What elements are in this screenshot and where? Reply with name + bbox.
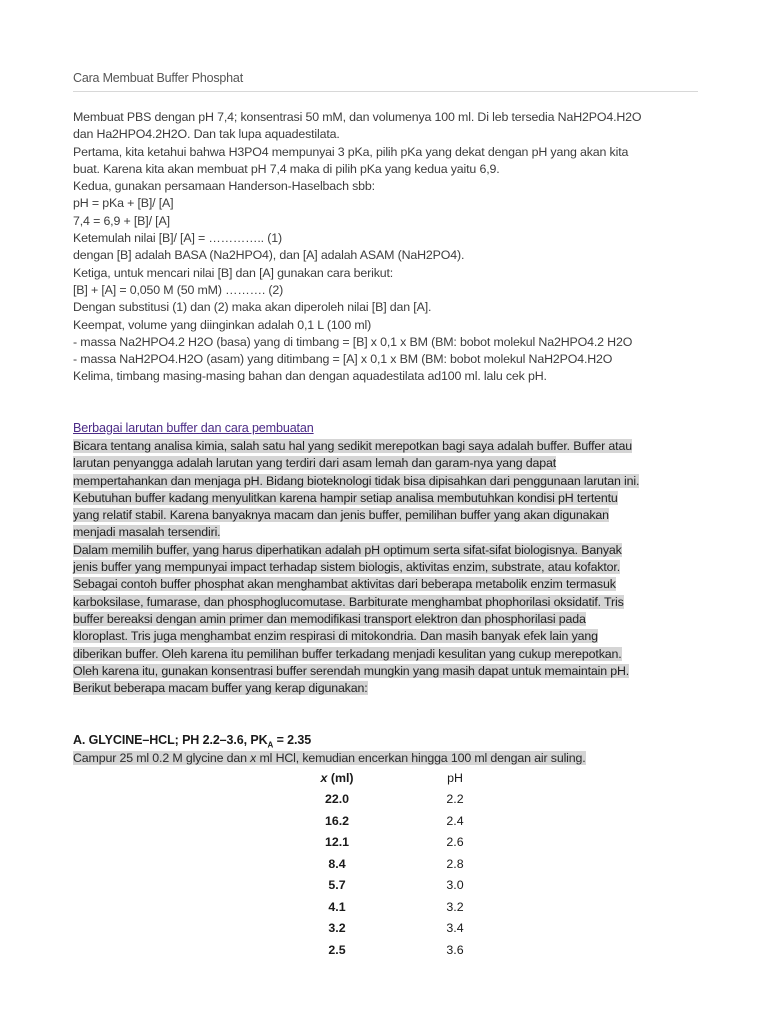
ph-cell: 3.0 (446, 878, 464, 893)
highlight-text: karboksilase, fumarase, dan phosphoglucomutase. Barbiturate menghambat phophorilasi oksidatif. Tris (73, 594, 624, 609)
ph-cell: 2.4 (446, 813, 464, 828)
highlighted-line (73, 438, 698, 455)
text-line: Kelima, timbang masing-masing bahan dan dengan aquadestilata ad100 ml. lalu cek pH. (73, 369, 547, 384)
text-line: Pertama, kita ketahui bahwa H3PO4 mempunyai 3 pKa, pilih pKa yang dekat dengan pH yang akan kita (73, 144, 629, 159)
highlight-text: Bicara tentang analisa kimia, salah satu hal yang sedikit merepotkan bagi saya adalah buffer. Buffer atau (73, 439, 632, 453)
highlight-text: Sebagai contoh buffer phosphat akan menghambat aktivitas dari beberapa metabolik enzim termasuk (73, 577, 616, 592)
x-cell: 12.1 (324, 835, 350, 850)
table-row (311, 810, 495, 832)
desc-variable: x (250, 751, 257, 765)
x-cell: 5.7 (328, 878, 346, 893)
text-line: Ketemulah nilai [B]/ [A] = ………….. (1) (73, 231, 282, 246)
ph-cell: 3.2 (446, 899, 464, 914)
highlighted-line (73, 524, 698, 541)
text-line: pH = pKa + [B]/ [A] (73, 196, 174, 211)
text-line: Ketiga, untuk mencari nilai [B] dan [A] gunakan cara berikut: (73, 265, 394, 280)
highlighted-line (73, 646, 698, 663)
highlight-text: Berikut beberapa macam buffer yang kerap digunakan: (73, 681, 368, 696)
table-row (311, 853, 495, 875)
column-header-ph: pH (447, 770, 463, 785)
highlighted-line (73, 455, 698, 472)
text-line: Dengan substitusi (1) dan (2) maka akan diperoleh nilai [B] dan [A]. (73, 300, 432, 315)
desc-highlight (73, 751, 586, 765)
ph-cell: 3.4 (446, 921, 464, 936)
text-line: dengan [B] adalah BASA (Na2HPO4), dan [A] adalah ASAM (NaH2PO4). (73, 248, 465, 263)
highlight-text: jenis buffer yang mempunyai impact terhadap sistem biologis, aktivitas enzim, substrate, atau kofaktor. (73, 560, 620, 575)
heading-value: = 2.35 (273, 733, 312, 747)
highlight-text: yang relatif stabil. Karena banyaknya macam dan jenis buffer, pemilihan buffer yang akan digunakan (73, 508, 609, 523)
highlighted-line (73, 490, 698, 507)
pka-subscript: A (267, 740, 274, 750)
x-cell: 2.5 (328, 942, 346, 957)
desc-part: Campur 25 ml 0.2 M glycine dan (73, 751, 251, 765)
x-cell: 8.4 (328, 856, 346, 871)
ph-cell: 2.8 (446, 856, 464, 871)
table-row (311, 832, 495, 854)
text-line: [B] + [A] = 0,050 M (50 mM) ………. (2) (73, 282, 284, 297)
x-variable: x (320, 770, 328, 785)
highlight-text: menjadi masalah tersendiri. (73, 525, 221, 540)
highlighted-line (73, 611, 698, 628)
text-line: Membuat PBS dengan pH 7,4; konsentrasi 50 mM, dan volumenya 100 ml. Di leb tersedia NaH2PO4.H2O (73, 110, 642, 124)
ph-cell: 2.2 (446, 792, 464, 807)
text-line: Kedua, gunakan persamaan Handerson-Haselbach sbb: (73, 179, 375, 194)
text-line: Keempat, volume yang diinginkan adalah 0,1 L (100 ml) (73, 317, 372, 332)
page-title: Cara Membuat Buffer Phosphat (73, 71, 243, 85)
highlighted-line (73, 473, 698, 490)
highlighted-line (73, 576, 698, 593)
highlighted-line (73, 507, 698, 524)
highlight-text: Oleh karena itu, gunakan konsentrasi buffer serendah mungkin yang masih dapat untuk memaintain pH. (73, 663, 630, 678)
highlight-text: mempertahankan dan menjaga pH. Bidang bioteknologi tidak bisa dipisahkan dari penggunaan larutan ini. (73, 473, 640, 488)
glycine-hcl-table (311, 767, 495, 961)
title-divider (73, 91, 698, 92)
glycine-hcl-instructions (73, 751, 586, 765)
ph-cell: 2.6 (446, 835, 464, 850)
table-row (311, 789, 495, 811)
phosphate-buffer-instructions (73, 109, 698, 386)
highlighted-line (73, 542, 698, 559)
section-link-buffer-solutions[interactable]: Berbagai larutan buffer dan cara pembuatan (73, 421, 314, 435)
text-line: buat. Karena kita akan membuat pH 7,4 maka di pilih pKa yang kedua yaitu 6,9. (73, 161, 500, 176)
ph-cell: 3.6 (446, 942, 464, 957)
highlighted-line (73, 559, 698, 576)
highlighted-line (73, 594, 698, 611)
highlight-text: kloroplast. Tris juga menghambat enzim respirasi di mitokondria. Dan masih banyak efek lain yang (73, 629, 598, 644)
table-row (311, 896, 495, 918)
table-header-row (311, 767, 495, 789)
highlight-text: Dalam memilih buffer, yang harus diperhatikan adalah pH optimum serta sifat-sifat biologisnya. Banyak (73, 542, 622, 557)
heading-text: A. GLYCINE–HCL; PH 2.2–3.6, PK (73, 733, 268, 747)
text-line: 7,4 = 6,9 + [B]/ [A] (73, 213, 170, 228)
highlighted-line (73, 680, 698, 697)
x-cell: 4.1 (328, 899, 346, 914)
desc-part: ml HCl, kemudian encerkan hingga 100 ml dengan air suling. (256, 751, 586, 765)
x-cell: 3.2 (328, 921, 346, 936)
x-cell: 16.2 (324, 813, 350, 828)
highlighted-line (73, 663, 698, 680)
highlighted-line (73, 628, 698, 645)
highlight-text: Kebutuhan buffer kadang menyulitkan karena hampir setiap analisa membutuhkan kondisi pH tertentu (73, 490, 618, 505)
text-line: - massa Na2HPO4.2 H2O (basa) yang di timbang = [B] x 0,1 x BM (BM: bobot molekul Na2HPO4.2 H2O (73, 334, 633, 349)
glycine-hcl-heading (73, 733, 311, 750)
table-row (311, 939, 495, 961)
column-header-x (311, 767, 363, 789)
text-line: dan Ha2HPO4.2H2O. Dan tak lupa aquadestilata. (73, 127, 340, 142)
highlight-text: diberikan buffer. Oleh karena itu pemilihan buffer terkadang menjadi kesulitan yang cukup merepotkan. (73, 646, 622, 661)
table-row (311, 875, 495, 897)
text-line: - massa NaH2PO4.H2O (asam) yang ditimbang = [A] x 0,1 x BM (BM: bobot molekul NaH2PO4.H2O (73, 352, 613, 367)
highlight-text: buffer bereaksi dengan amin primer dan memodifikasi transport elektron dan phosphorilasi pada (73, 611, 586, 626)
table-row (311, 918, 495, 940)
x-unit: (ml) (327, 770, 354, 785)
highlight-text: larutan penyangga adalah larutan yang terdiri dari asam lemah dan garam-nya yang dapat (73, 456, 557, 471)
buffer-intro-highlighted (73, 438, 698, 697)
x-cell: 22.0 (324, 792, 350, 807)
